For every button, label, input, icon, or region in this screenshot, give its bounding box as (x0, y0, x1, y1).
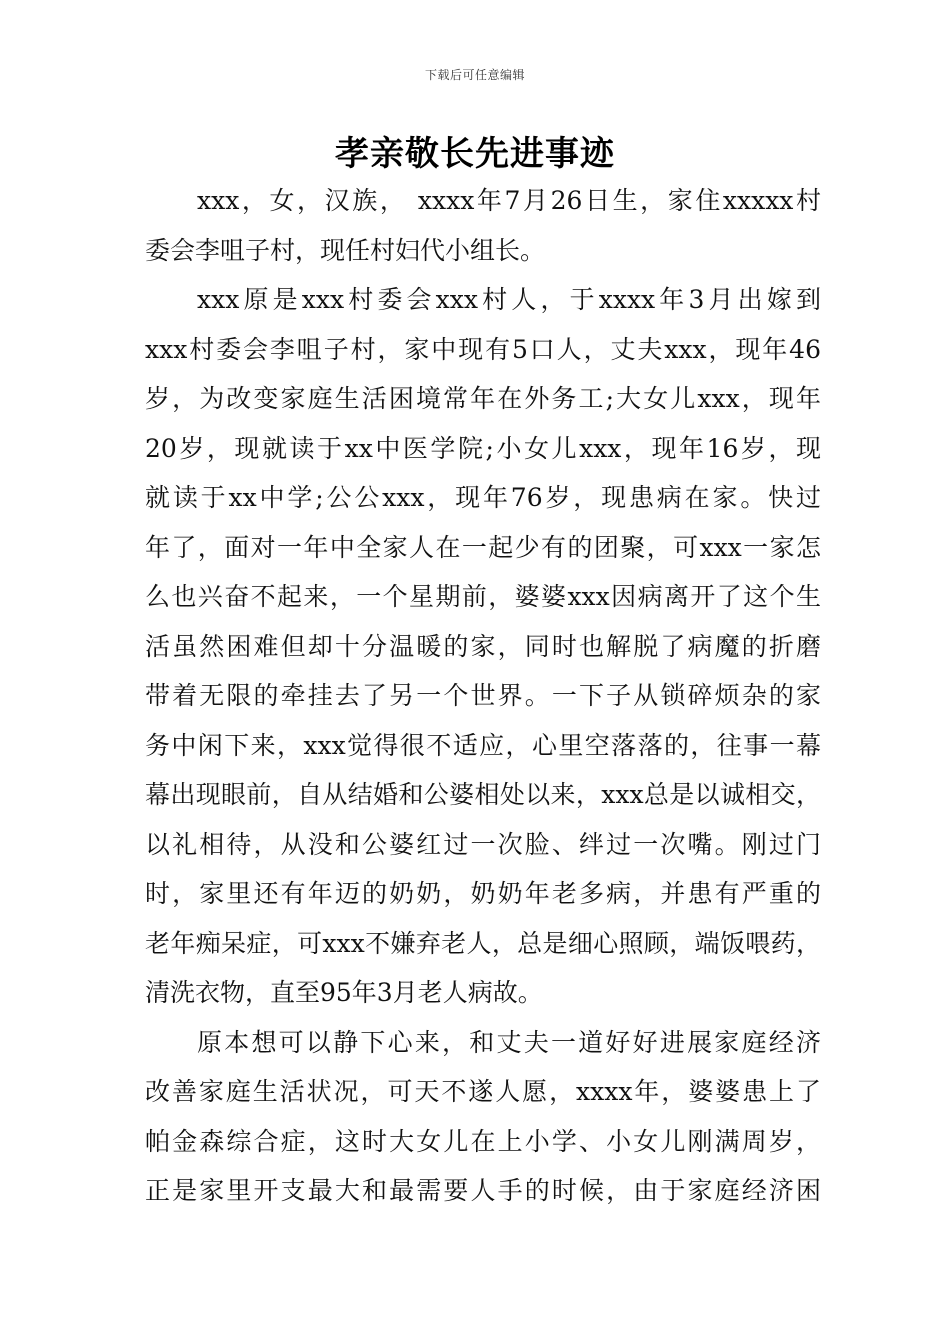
text-line: 20岁，现就读于xx中医学院;小女儿xxx，现年16岁，现 (145, 433, 821, 463)
text-line: 幕出现眼前，自从结婚和公婆相处以来，xxx总是以诚相交， (145, 780, 821, 809)
text-line: 帕金森综合症，这时大女儿在上小学、小女儿刚满周岁， (145, 1126, 821, 1156)
text-line: 带着无限的牵挂去了另一个世界。一下子从锁碎烦杂的家 (145, 681, 821, 710)
text-line: 时，家里还有年迈的奶奶，奶奶年老多病，并患有严重的 (145, 879, 821, 908)
text-line: xxx原是xxx村委会xxx村人，于xxxx年3月出嫁到 (197, 285, 821, 314)
text-line: 就读于xx中学;公公xxx，现年76岁，现患病在家。快过 (145, 483, 821, 512)
document-body (145, 176, 821, 1216)
document-title: 孝亲敬长先进事迹 (335, 134, 615, 174)
text-line: 岁，为改变家庭生活困境常年在外务工;大女儿xxx，现年 (145, 384, 821, 413)
paragraph-2 (145, 275, 821, 1018)
text-line: 以礼相待，从没和公婆红过一次脸、绊过一次嘴。刚过门 (145, 829, 821, 859)
text-line: 么也兴奋不起来，一个星期前，婆婆xxx因病离开了这个生 (145, 582, 821, 611)
paragraph-3 (145, 1018, 821, 1216)
text-line: 务中闲下来，xxx觉得很不适应，心里空落落的，往事一幕 (145, 730, 821, 760)
text-line: 清洗衣物，直至95年3月老人病故。 (145, 978, 543, 1007)
header-note: 下载后可任意编辑 (424, 68, 525, 82)
text-line: 改善家庭生活状况，可天不遂人愿，xxxx年，婆婆患上了 (145, 1077, 821, 1106)
paragraph-1 (145, 176, 821, 275)
text-line: 活虽然困难但却十分温暖的家，同时也解脱了病魔的折磨 (145, 631, 821, 661)
text-line: xxx村委会李咀子村，家中现有5口人，丈夫xxx，现年46 (145, 334, 821, 364)
text-line: 委会李咀子村，现任村妇代小组长。 (145, 235, 546, 265)
text-line: 年了，面对一年中全家人在一起少有的团聚，可xxx一家怎 (145, 532, 821, 562)
text-line: 老年痴呆症，可xxx不嫌弃老人，总是细心照顾，端饭喂药， (145, 928, 821, 958)
text-line: 正是家里开支最大和最需要人手的时候，由于家庭经济困 (145, 1176, 821, 1205)
text-line: xxx，女，汉族， xxxx年7月26日生，家住xxxxx村 (197, 186, 821, 215)
text-line: 原本想可以静下心来，和丈夫一道好好进展家庭经济 (197, 1027, 821, 1057)
